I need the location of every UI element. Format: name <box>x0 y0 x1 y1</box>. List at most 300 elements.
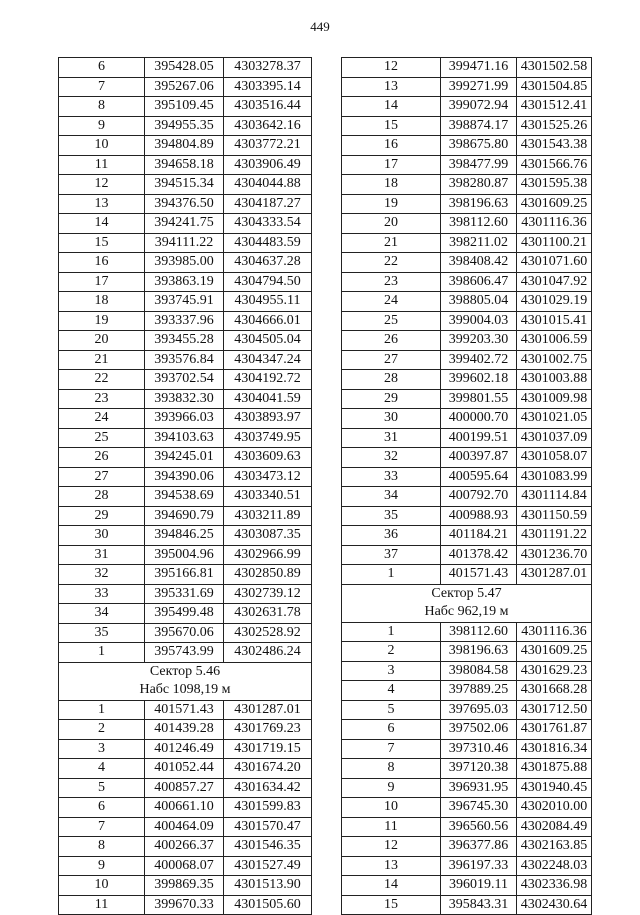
point-number-cell: 23 <box>59 389 145 409</box>
y-coordinate-cell: 4302486.24 <box>224 643 312 663</box>
table-row <box>342 622 592 642</box>
table-row <box>342 876 592 896</box>
x-coordinate-cell: 395743.99 <box>145 643 224 663</box>
point-number-cell: 34 <box>59 604 145 624</box>
point-number-cell: 15 <box>342 116 441 136</box>
table-row <box>59 817 312 837</box>
x-coordinate-cell: 395670.06 <box>145 623 224 643</box>
x-coordinate-cell: 395499.48 <box>145 604 224 624</box>
table-row <box>59 175 312 195</box>
x-coordinate-cell: 395331.69 <box>145 584 224 604</box>
x-coordinate-cell: 393985.00 <box>145 253 224 273</box>
x-coordinate-cell: 395428.05 <box>145 58 224 78</box>
point-number-cell: 6 <box>342 720 441 740</box>
point-number-cell: 24 <box>342 292 441 312</box>
x-coordinate-cell: 400857.27 <box>145 778 224 798</box>
table-row <box>342 837 592 857</box>
y-coordinate-cell: 4301047.92 <box>517 272 592 292</box>
point-number-cell: 3 <box>59 739 145 759</box>
y-coordinate-cell: 4304794.50 <box>224 272 312 292</box>
point-number-cell: 28 <box>59 487 145 507</box>
x-coordinate-cell: 401052.44 <box>145 759 224 779</box>
table-row <box>342 97 592 117</box>
table-row <box>59 545 312 565</box>
point-number-cell: 25 <box>59 428 145 448</box>
x-coordinate-cell: 397889.25 <box>441 681 517 701</box>
right-coordinates-column <box>341 57 588 915</box>
table-row <box>342 526 592 546</box>
x-coordinate-cell: 398408.42 <box>441 253 517 273</box>
table-row <box>342 895 592 915</box>
x-coordinate-cell: 393702.54 <box>145 370 224 390</box>
y-coordinate-cell: 4303893.97 <box>224 409 312 429</box>
table-row <box>342 350 592 370</box>
table-row <box>59 233 312 253</box>
point-number-cell: 10 <box>342 798 441 818</box>
x-coordinate-cell: 394111.22 <box>145 233 224 253</box>
table-row <box>342 389 592 409</box>
x-coordinate-cell: 399072.94 <box>441 97 517 117</box>
table-row <box>59 77 312 97</box>
y-coordinate-cell: 4301609.25 <box>517 194 592 214</box>
table-row <box>59 700 312 720</box>
y-coordinate-cell: 4302850.89 <box>224 565 312 585</box>
y-coordinate-cell: 4301003.88 <box>517 370 592 390</box>
y-coordinate-cell: 4301712.50 <box>517 700 592 720</box>
y-coordinate-cell: 4301191.22 <box>517 526 592 546</box>
x-coordinate-cell: 399271.99 <box>441 77 517 97</box>
x-coordinate-cell: 397502.06 <box>441 720 517 740</box>
x-coordinate-cell: 401246.49 <box>145 739 224 759</box>
x-coordinate-cell: 399602.18 <box>441 370 517 390</box>
y-coordinate-cell: 4301287.01 <box>517 565 592 585</box>
point-number-cell: 8 <box>342 759 441 779</box>
point-number-cell: 20 <box>342 214 441 234</box>
point-number-cell: 18 <box>342 175 441 195</box>
sector-header <box>342 584 592 622</box>
x-coordinate-cell: 398675.80 <box>441 136 517 156</box>
table-row <box>342 116 592 136</box>
x-coordinate-cell: 398211.02 <box>441 233 517 253</box>
table-row <box>342 77 592 97</box>
x-coordinate-cell: 396931.95 <box>441 778 517 798</box>
x-coordinate-cell: 394846.25 <box>145 526 224 546</box>
point-number-cell: 8 <box>59 837 145 857</box>
point-number-cell: 13 <box>342 856 441 876</box>
table-row <box>59 214 312 234</box>
table-row <box>59 272 312 292</box>
table-row <box>59 526 312 546</box>
y-coordinate-cell: 4304955.11 <box>224 292 312 312</box>
table-row <box>59 350 312 370</box>
point-number-cell: 19 <box>59 311 145 331</box>
point-number-cell: 11 <box>59 155 145 175</box>
x-coordinate-cell: 393966.03 <box>145 409 224 429</box>
y-coordinate-cell: 4301719.15 <box>224 739 312 759</box>
y-coordinate-cell: 4301114.84 <box>517 487 592 507</box>
table-row <box>342 136 592 156</box>
table-row <box>59 389 312 409</box>
right-coordinates-table <box>341 57 592 915</box>
point-number-cell: 29 <box>342 389 441 409</box>
point-number-cell: 18 <box>59 292 145 312</box>
point-number-cell: 11 <box>59 895 145 915</box>
table-row <box>59 604 312 624</box>
x-coordinate-cell: 399801.55 <box>441 389 517 409</box>
y-coordinate-cell: 4301875.88 <box>517 759 592 779</box>
point-number-cell: 29 <box>59 506 145 526</box>
point-number-cell: 5 <box>59 778 145 798</box>
y-coordinate-cell: 4303906.49 <box>224 155 312 175</box>
table-row <box>59 565 312 585</box>
x-coordinate-cell: 398280.87 <box>441 175 517 195</box>
point-number-cell: 31 <box>59 545 145 565</box>
x-coordinate-cell: 399670.33 <box>145 895 224 915</box>
point-number-cell: 32 <box>59 565 145 585</box>
x-coordinate-cell: 401571.43 <box>441 565 517 585</box>
x-coordinate-cell: 399869.35 <box>145 876 224 896</box>
point-number-cell: 34 <box>342 487 441 507</box>
x-coordinate-cell: 393832.30 <box>145 389 224 409</box>
y-coordinate-cell: 4301674.20 <box>224 759 312 779</box>
y-coordinate-cell: 4301769.23 <box>224 720 312 740</box>
x-coordinate-cell: 393745.91 <box>145 292 224 312</box>
point-number-cell: 26 <box>342 331 441 351</box>
x-coordinate-cell: 396745.30 <box>441 798 517 818</box>
x-coordinate-cell: 394103.63 <box>145 428 224 448</box>
point-number-cell: 37 <box>342 545 441 565</box>
y-coordinate-cell: 4303340.51 <box>224 487 312 507</box>
y-coordinate-cell: 4301546.35 <box>224 837 312 857</box>
x-coordinate-cell: 397120.38 <box>441 759 517 779</box>
x-coordinate-cell: 393576.84 <box>145 350 224 370</box>
point-number-cell: 20 <box>59 331 145 351</box>
y-coordinate-cell: 4303278.37 <box>224 58 312 78</box>
table-row <box>342 798 592 818</box>
y-coordinate-cell: 4301816.34 <box>517 739 592 759</box>
x-coordinate-cell: 400199.51 <box>441 428 517 448</box>
y-coordinate-cell: 4301037.09 <box>517 428 592 448</box>
point-number-cell: 5 <box>342 700 441 720</box>
y-coordinate-cell: 4301021.05 <box>517 409 592 429</box>
x-coordinate-cell: 394690.79 <box>145 506 224 526</box>
x-coordinate-cell: 394804.89 <box>145 136 224 156</box>
point-number-cell: 12 <box>342 58 441 78</box>
point-number-cell: 3 <box>342 661 441 681</box>
x-coordinate-cell: 401439.28 <box>145 720 224 740</box>
y-coordinate-cell: 4303395.14 <box>224 77 312 97</box>
table-row <box>59 778 312 798</box>
x-coordinate-cell: 398196.63 <box>441 642 517 662</box>
table-row <box>342 253 592 273</box>
table-row <box>342 409 592 429</box>
x-coordinate-cell: 399471.16 <box>441 58 517 78</box>
y-coordinate-cell: 4301071.60 <box>517 253 592 273</box>
point-number-cell: 2 <box>342 642 441 662</box>
table-row <box>59 116 312 136</box>
sector-header-row <box>342 584 592 622</box>
table-row <box>59 876 312 896</box>
point-number-cell: 36 <box>342 526 441 546</box>
y-coordinate-cell: 4303516.44 <box>224 97 312 117</box>
point-number-cell: 15 <box>59 233 145 253</box>
x-coordinate-cell: 395166.81 <box>145 565 224 585</box>
y-coordinate-cell: 4304483.59 <box>224 233 312 253</box>
y-coordinate-cell: 4304044.88 <box>224 175 312 195</box>
y-coordinate-cell: 4302163.85 <box>517 837 592 857</box>
x-coordinate-cell: 396560.56 <box>441 817 517 837</box>
table-row <box>342 778 592 798</box>
table-row <box>342 856 592 876</box>
x-coordinate-cell: 398477.99 <box>441 155 517 175</box>
y-coordinate-cell: 4301543.38 <box>517 136 592 156</box>
y-coordinate-cell: 4301116.36 <box>517 622 592 642</box>
y-coordinate-cell: 4301629.23 <box>517 661 592 681</box>
x-coordinate-cell: 400000.70 <box>441 409 517 429</box>
y-coordinate-cell: 4302739.12 <box>224 584 312 604</box>
y-coordinate-cell: 4304333.54 <box>224 214 312 234</box>
table-row <box>342 700 592 720</box>
x-coordinate-cell: 398874.17 <box>441 116 517 136</box>
y-coordinate-cell: 4302528.92 <box>224 623 312 643</box>
point-number-cell: 1 <box>342 622 441 642</box>
table-row <box>342 272 592 292</box>
table-row <box>59 798 312 818</box>
y-coordinate-cell: 4301002.75 <box>517 350 592 370</box>
table-row <box>59 292 312 312</box>
point-number-cell: 4 <box>342 681 441 701</box>
point-number-cell: 6 <box>59 798 145 818</box>
point-number-cell: 22 <box>59 370 145 390</box>
table-row <box>59 623 312 643</box>
x-coordinate-cell: 399203.30 <box>441 331 517 351</box>
y-coordinate-cell: 4301029.19 <box>517 292 592 312</box>
x-coordinate-cell: 400266.37 <box>145 837 224 857</box>
table-row <box>59 448 312 468</box>
x-coordinate-cell: 393337.96 <box>145 311 224 331</box>
table-row <box>59 409 312 429</box>
table-row <box>59 467 312 487</box>
sector-title: Сектор 5.46 <box>149 663 221 679</box>
y-coordinate-cell: 4303609.63 <box>224 448 312 468</box>
sector-title: Сектор 5.47 <box>431 585 502 601</box>
table-row <box>342 642 592 662</box>
point-number-cell: 7 <box>59 77 145 97</box>
point-number-cell: 13 <box>59 194 145 214</box>
sector-header <box>59 662 312 700</box>
point-number-cell: 31 <box>342 428 441 448</box>
x-coordinate-cell: 400464.09 <box>145 817 224 837</box>
point-number-cell: 33 <box>342 467 441 487</box>
point-number-cell: 26 <box>59 448 145 468</box>
x-coordinate-cell: 393455.28 <box>145 331 224 351</box>
x-coordinate-cell: 399402.72 <box>441 350 517 370</box>
table-row <box>59 97 312 117</box>
point-number-cell: 8 <box>59 97 145 117</box>
table-row <box>342 175 592 195</box>
point-number-cell: 25 <box>342 311 441 331</box>
point-number-cell: 17 <box>342 155 441 175</box>
y-coordinate-cell: 4302248.03 <box>517 856 592 876</box>
right-table-body <box>342 58 592 915</box>
y-coordinate-cell: 4301513.90 <box>224 876 312 896</box>
point-number-cell: 9 <box>59 116 145 136</box>
y-coordinate-cell: 4301761.87 <box>517 720 592 740</box>
table-row <box>342 506 592 526</box>
y-coordinate-cell: 4301505.60 <box>224 895 312 915</box>
y-coordinate-cell: 4301940.45 <box>517 778 592 798</box>
y-coordinate-cell: 4301525.26 <box>517 116 592 136</box>
table-row <box>342 817 592 837</box>
x-coordinate-cell: 398805.04 <box>441 292 517 312</box>
table-row <box>59 311 312 331</box>
y-coordinate-cell: 4304192.72 <box>224 370 312 390</box>
point-number-cell: 30 <box>59 526 145 546</box>
x-coordinate-cell: 400988.93 <box>441 506 517 526</box>
x-coordinate-cell: 394245.01 <box>145 448 224 468</box>
table-row <box>59 136 312 156</box>
x-coordinate-cell: 393863.19 <box>145 272 224 292</box>
table-row <box>59 194 312 214</box>
point-number-cell: 1 <box>59 700 145 720</box>
point-number-cell: 27 <box>342 350 441 370</box>
y-coordinate-cell: 4301502.58 <box>517 58 592 78</box>
point-number-cell: 6 <box>59 58 145 78</box>
sector-length: Набс 1098,19 м <box>139 682 231 697</box>
x-coordinate-cell: 400068.07 <box>145 856 224 876</box>
x-coordinate-cell: 396377.86 <box>441 837 517 857</box>
point-number-cell: 14 <box>342 876 441 896</box>
y-coordinate-cell: 4301527.49 <box>224 856 312 876</box>
point-number-cell: 11 <box>342 817 441 837</box>
point-number-cell: 7 <box>59 817 145 837</box>
table-row <box>342 487 592 507</box>
table-row <box>59 643 312 663</box>
point-number-cell: 30 <box>342 409 441 429</box>
y-coordinate-cell: 4301083.99 <box>517 467 592 487</box>
table-row <box>342 467 592 487</box>
point-number-cell: 14 <box>342 97 441 117</box>
x-coordinate-cell: 397310.46 <box>441 739 517 759</box>
y-coordinate-cell: 4304666.01 <box>224 311 312 331</box>
y-coordinate-cell: 4302966.99 <box>224 545 312 565</box>
point-number-cell: 9 <box>342 778 441 798</box>
point-number-cell: 1 <box>342 565 441 585</box>
x-coordinate-cell: 396197.33 <box>441 856 517 876</box>
table-row <box>59 720 312 740</box>
y-coordinate-cell: 4301236.70 <box>517 545 592 565</box>
x-coordinate-cell: 400397.87 <box>441 448 517 468</box>
x-coordinate-cell: 400792.70 <box>441 487 517 507</box>
y-coordinate-cell: 4304347.24 <box>224 350 312 370</box>
x-coordinate-cell: 394515.34 <box>145 175 224 195</box>
table-row <box>59 584 312 604</box>
point-number-cell: 12 <box>342 837 441 857</box>
point-number-cell: 14 <box>59 214 145 234</box>
table-row <box>342 233 592 253</box>
y-coordinate-cell: 4303211.89 <box>224 506 312 526</box>
x-coordinate-cell: 394390.06 <box>145 467 224 487</box>
x-coordinate-cell: 394955.35 <box>145 116 224 136</box>
point-number-cell: 32 <box>342 448 441 468</box>
table-row <box>59 331 312 351</box>
table-row <box>59 506 312 526</box>
left-coordinates-table <box>58 57 312 915</box>
sector-length: Набс 962,19 м <box>424 604 509 619</box>
point-number-cell: 4 <box>59 759 145 779</box>
point-number-cell: 2 <box>59 720 145 740</box>
point-number-cell: 19 <box>342 194 441 214</box>
y-coordinate-cell: 4304041.59 <box>224 389 312 409</box>
table-row <box>342 681 592 701</box>
table-row <box>59 370 312 390</box>
y-coordinate-cell: 4303642.16 <box>224 116 312 136</box>
sector-header-row <box>59 662 312 700</box>
page-number: 449 <box>310 19 330 34</box>
table-row <box>342 331 592 351</box>
x-coordinate-cell: 398606.47 <box>441 272 517 292</box>
table-row <box>342 370 592 390</box>
y-coordinate-cell: 4302336.98 <box>517 876 592 896</box>
table-row <box>342 720 592 740</box>
y-coordinate-cell: 4301150.59 <box>517 506 592 526</box>
y-coordinate-cell: 4301058.07 <box>517 448 592 468</box>
point-number-cell: 12 <box>59 175 145 195</box>
y-coordinate-cell: 4302010.00 <box>517 798 592 818</box>
x-coordinate-cell: 398112.60 <box>441 214 517 234</box>
table-row <box>59 895 312 915</box>
x-coordinate-cell: 394241.75 <box>145 214 224 234</box>
y-coordinate-cell: 4301566.76 <box>517 155 592 175</box>
y-coordinate-cell: 4302084.49 <box>517 817 592 837</box>
x-coordinate-cell: 401184.21 <box>441 526 517 546</box>
point-number-cell: 28 <box>342 370 441 390</box>
y-coordinate-cell: 4301116.36 <box>517 214 592 234</box>
y-coordinate-cell: 4301287.01 <box>224 700 312 720</box>
x-coordinate-cell: 395109.45 <box>145 97 224 117</box>
point-number-cell: 23 <box>342 272 441 292</box>
x-coordinate-cell: 395004.96 <box>145 545 224 565</box>
x-coordinate-cell: 394658.18 <box>145 155 224 175</box>
point-number-cell: 7 <box>342 739 441 759</box>
point-number-cell: 35 <box>59 623 145 643</box>
table-row <box>342 545 592 565</box>
table-row <box>342 311 592 331</box>
x-coordinate-cell: 400595.64 <box>441 467 517 487</box>
point-number-cell: 10 <box>59 136 145 156</box>
y-coordinate-cell: 4301504.85 <box>517 77 592 97</box>
table-row <box>59 856 312 876</box>
table-row <box>342 428 592 448</box>
x-coordinate-cell: 401571.43 <box>145 700 224 720</box>
x-coordinate-cell: 400661.10 <box>145 798 224 818</box>
y-coordinate-cell: 4301015.41 <box>517 311 592 331</box>
table-row <box>342 214 592 234</box>
table-row <box>342 739 592 759</box>
point-number-cell: 17 <box>59 272 145 292</box>
table-row <box>59 759 312 779</box>
x-coordinate-cell: 398084.58 <box>441 661 517 681</box>
y-coordinate-cell: 4304505.04 <box>224 331 312 351</box>
point-number-cell: 21 <box>342 233 441 253</box>
table-row <box>342 292 592 312</box>
point-number-cell: 16 <box>342 136 441 156</box>
y-coordinate-cell: 4303749.95 <box>224 428 312 448</box>
table-row <box>59 837 312 857</box>
x-coordinate-cell: 401378.42 <box>441 545 517 565</box>
table-row <box>342 448 592 468</box>
y-coordinate-cell: 4301006.59 <box>517 331 592 351</box>
